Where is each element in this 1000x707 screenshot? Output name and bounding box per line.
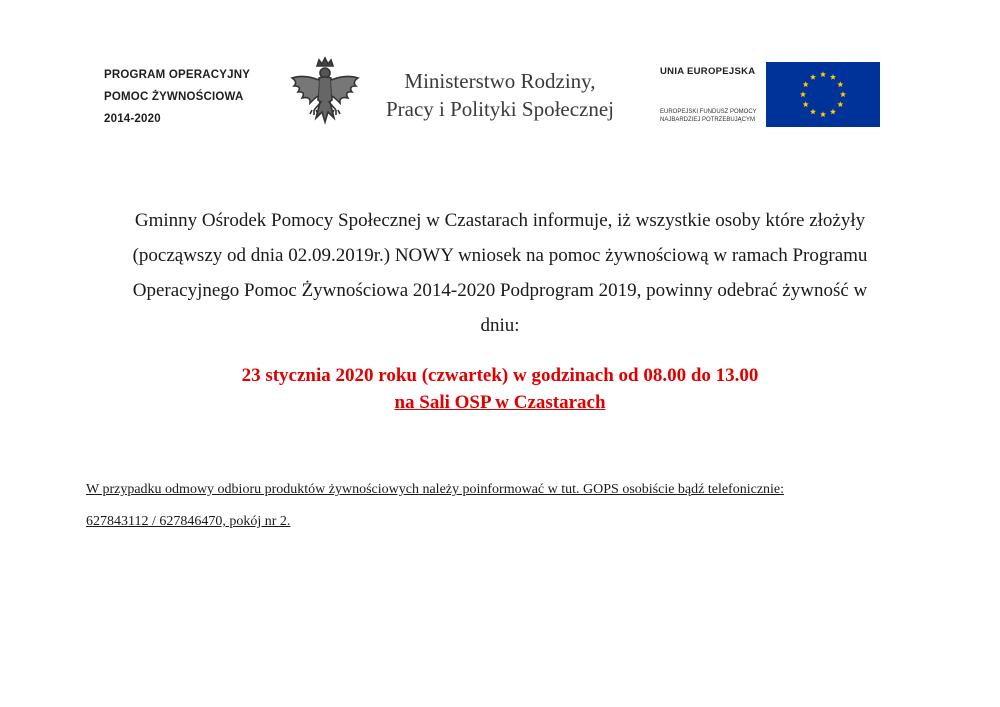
distribution-date: 23 stycznia 2020 roku (czwartek) w godzinach od 08.00 do 13.00 (241, 365, 759, 386)
eu-fund-name (660, 108, 757, 124)
eu-title: UNIA EUROPEJSKA (660, 66, 756, 77)
refusal-notice-line-1: W przypadku odmowy odbioru produktów żywnościowych należy poinformować w tut. GOPS osobiście bądź telefonicznie: (86, 482, 785, 497)
program-line-1: PROGRAM OPERACYJNY (104, 69, 251, 81)
distribution-info (0, 362, 1000, 416)
distribution-place: na Sali OSP w Czastarach (394, 392, 606, 413)
header (0, 0, 1000, 160)
polish-eagle-emblem-icon (284, 56, 366, 138)
announcement-line-4: dniu: (480, 315, 520, 336)
eu-fund-line-1: EUROPEJSKI FUNDUSZ POMOCY (660, 109, 757, 115)
eu-fund-line-2: NAJBARDZIEJ POTRZEBUJĄCYM (660, 117, 756, 123)
announcement-text (70, 203, 930, 343)
refusal-notice (86, 474, 926, 538)
program-line-3: 2014-2020 (104, 113, 161, 125)
eu-flag-icon (766, 62, 880, 127)
program-line-2: POMOC ŻYWNOŚCIOWA (104, 91, 244, 103)
ministry-name (380, 67, 620, 123)
announcement-line-2: (począwszy od dnia 02.09.2019r.) NOWY wniosek na pomoc żywnościową w ramach Programu (132, 245, 868, 266)
announcement-line-1: Gminny Ośrodek Pomocy Społecznej w Czastarach informuje, iż wszystkie osoby które złożyły (134, 210, 866, 231)
refusal-notice-line-2: 627843112 / 627846470, pokój nr 2. (86, 514, 291, 529)
ministry-line-2: Pracy i Polityki Społecznej (385, 97, 615, 121)
announcement-line-3: Operacyjnego Pomoc Żywnościowa 2014-2020 Podprogram 2019, powinny odebrać żywność w (132, 280, 868, 301)
program-logo-text (104, 64, 250, 130)
ministry-line-1: Ministerstwo Rodziny, (404, 69, 596, 93)
